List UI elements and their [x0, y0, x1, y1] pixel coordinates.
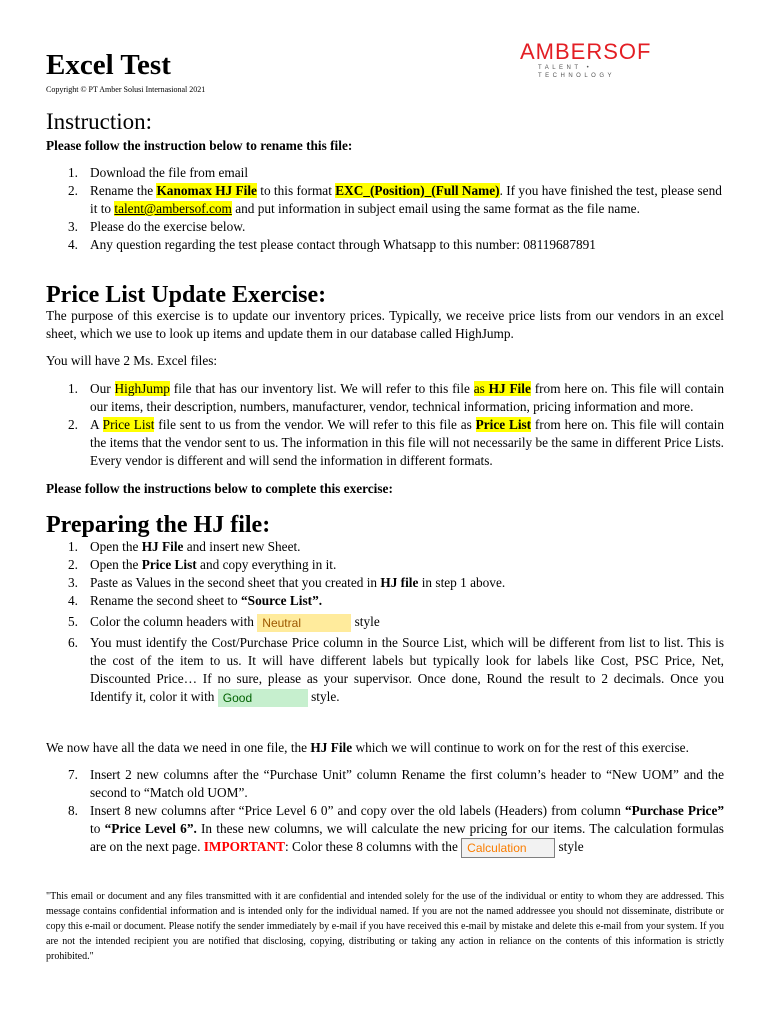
instruction-heading: Instruction:: [46, 109, 153, 134]
list-item: 4. Any question regarding the test please contact through Whatsapp to this number: 08119687891: [68, 237, 596, 252]
hj-file-highlight: HJ File: [488, 381, 531, 396]
instruction-intro: Please follow the instruction below to rename this file:: [46, 138, 353, 153]
list-item: 1. Download the file from email: [68, 165, 249, 180]
logo-wordmark: AMBERSOF: [520, 39, 652, 64]
important-label: IMPORTANT: [203, 839, 285, 855]
columns-list: [46, 766, 724, 858]
purpose-paragraph: The purpose of this exercise is to update our inventory prices. Typically, we receive price lists from our vendors in an excel sheet, which we use to look up items and update them in our database called HighJump.: [46, 308, 724, 341]
confidentiality-disclaimer: "This email or document and any files transmitted with it are confidential and intended solely for the use of the individual or entity to whom they are addressed. This message contains confidential information and is intended only for the individual named. If you are not the named addressee you should not disseminate, distribute or copy this e-mail or document. Please notify the sender immediately by e-mail if you have received this e-mail by mistake and delete this e-mail from your system. If you are not the intended recipient you are notified that disclosing, copying, distributing or taking any action in reliance on the contents of this information is strictly prohibited.": [46, 891, 724, 962]
list-item: 2. Open the Price List and copy everything in it.: [68, 557, 337, 572]
email-link[interactable]: talent@ambersof.com: [114, 201, 232, 216]
list-item: 7. Insert 2 new columns after the “Purchase Unit” column Rename the first column’s header to “New UOM” and the second to “Match old UOM”.: [68, 767, 724, 800]
list-item: 3. Please do the exercise below.: [68, 219, 246, 234]
preparing-list: [46, 538, 724, 707]
list-item: 4. Rename the second sheet to “Source List”.: [68, 593, 323, 608]
price-list-highlight: Price List: [102, 417, 155, 432]
files-intro: You will have 2 Ms. Excel files:: [46, 353, 218, 368]
list-item: 1. Open the HJ File and insert new Sheet.: [68, 539, 301, 554]
kanomax-file-highlight: Kanomax HJ File: [156, 183, 257, 198]
calculation-style-swatch: Calculation: [461, 838, 555, 858]
page-title: Excel Test: [46, 49, 171, 81]
instructions-intro: Please follow the instructions below to complete this exercise:: [46, 481, 393, 496]
price-list-bold-highlight: Price List: [475, 417, 532, 432]
neutral-style-swatch: Neutral: [257, 614, 351, 632]
file-format-highlight: EXC_(Position)_(Full Name): [335, 183, 500, 198]
price-list-heading: Price List Update Exercise:: [46, 282, 327, 308]
list-item: 6. You must identify the Cost/Purchase Price column in the Source List, which will be different from list to list. This is the cost of the item to us. It will have different labels but typically look for labels like Cost, PSC Price, Net, Discounted Price… If no sure, please as your supervisor. Once done, Round the result to 2 decimals. Once you Identify it, color it with Good style.: [68, 635, 724, 705]
logo-tagline: TALENT • TECHNOLOGY: [538, 65, 616, 79]
data-ready-paragraph: We now have all the data we need in one file, the HJ File which we will continue to work on for the rest of this exercise.: [46, 740, 689, 755]
copyright-text: Copyright © PT Amber Solusi Internasional 2021: [46, 85, 206, 94]
ambersof-logo: [520, 39, 670, 79]
list-item: 1. Our HighJump file that has our inventory list. We will refer to this file as HJ File from here on. This file will contain our items, their description, numbers, manufacturer, vendor, technical information, pricing information and more.: [68, 381, 725, 414]
list-item: 2. Rename the Kanomax HJ File to this format EXC_(Position)_(Full Name). If you have finished the test, please send it to talent@ambersof.com and put information in subject email using the same format as the file name.: [68, 183, 722, 216]
files-list: [46, 380, 724, 470]
list-item: 3. Paste as Values in the second sheet that you created in HJ file in step 1 above.: [68, 575, 506, 590]
list-item: 2. A Price List file sent to us from the vendor. We will refer to this file as Price List from here on. This file will contain the items that the vendor sent to us. The information in this file will not necessarily be the same in different Price Lists. Every vendor is different and will send the information in different formats.: [68, 417, 724, 468]
good-style-swatch: Good: [218, 689, 308, 707]
list-item: 5. Color the column headers with Neutral style: [68, 614, 380, 630]
instruction-list: [46, 164, 724, 254]
list-item: 8. Insert 8 new columns after “Price Level 6 0” and copy over the old labels (Headers) from column “Purchase Price” to “Price Level 6”. In these new columns, we will calculate the new pricing for our items. The calculation formulas are on the next page. IMPORTANT: Color these 8 columns with the Calculation style: [46, 802, 724, 858]
preparing-heading: Preparing the HJ file:: [46, 512, 271, 538]
highjump-highlight: HighJump: [114, 381, 170, 396]
